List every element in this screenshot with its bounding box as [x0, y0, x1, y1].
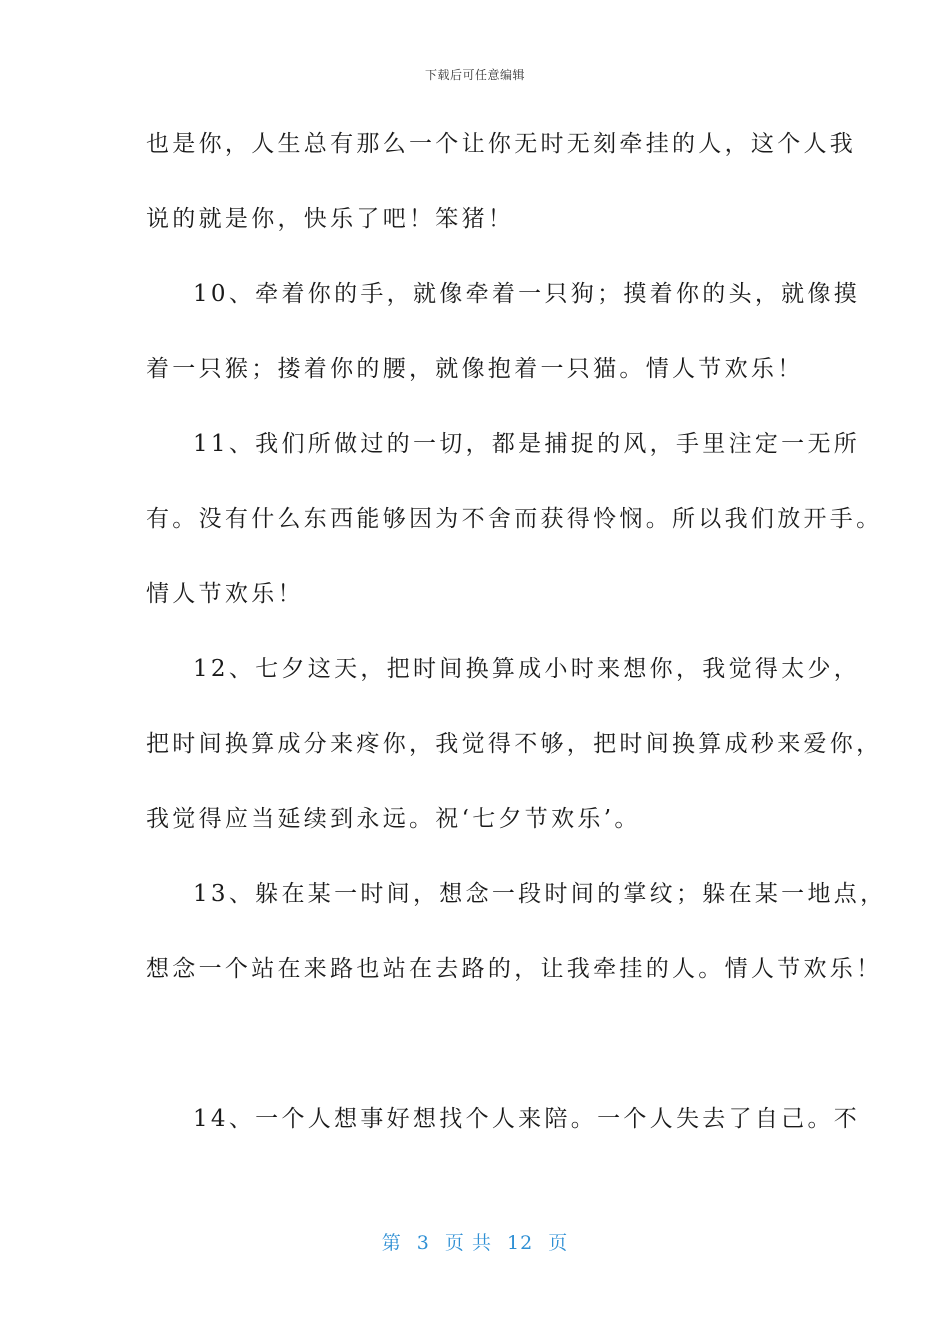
- footer-prefix: 第: [381, 1232, 402, 1254]
- text-line-9: 把时间换算成分来疼你，我觉得不够，把时间换算成秒来爱你，: [146, 731, 883, 757]
- text-line-10: 我觉得应当延续到永远。祝‘七夕节欢乐’。: [146, 806, 641, 832]
- footer-total-pages: 12: [507, 1232, 534, 1254]
- footer-page-number: 3: [416, 1232, 430, 1254]
- footer-middle: 页 共: [444, 1232, 492, 1254]
- text-line-2: 说的就是你，快乐了吧！笨猪！: [146, 206, 515, 232]
- text-line-12: 想念一个站在来路也站在去路的，让我牵挂的人。情人节欢乐！: [146, 956, 883, 982]
- text-line-7: 情人节欢乐！: [146, 581, 304, 607]
- text-line-3: 10、牵着你的手，就像牵着一只狗；摸着你的头，就像摸: [193, 281, 861, 307]
- text-line-6: 有。没有什么东西能够因为不舍而获得怜悯。所以我们放开手。: [146, 506, 883, 532]
- text-line-8: 12、七夕这天，把时间换算成小时来想你，我觉得太少，: [193, 656, 861, 682]
- page-header: 下载后可任意编辑: [424, 68, 525, 82]
- text-line-5: 11、我们所做过的一切，都是捕捉的风，手里注定一无所: [193, 431, 861, 457]
- footer-suffix: 页: [548, 1232, 569, 1254]
- text-line-13: 14、一个人想事好想找个人来陪。一个人失去了自己。不: [193, 1106, 861, 1132]
- text-line-11: 13、躲在某一时间，想念一段时间的掌纹；躲在某一地点，: [193, 881, 887, 907]
- page-footer: [0, 1228, 950, 1255]
- text-line-1: 也是你，人生总有那么一个让你无时无刻牵挂的人，这个人我: [146, 131, 857, 157]
- text-line-4: 着一只猴；搂着你的腰，就像抱着一只猫。情人节欢乐！: [146, 356, 804, 382]
